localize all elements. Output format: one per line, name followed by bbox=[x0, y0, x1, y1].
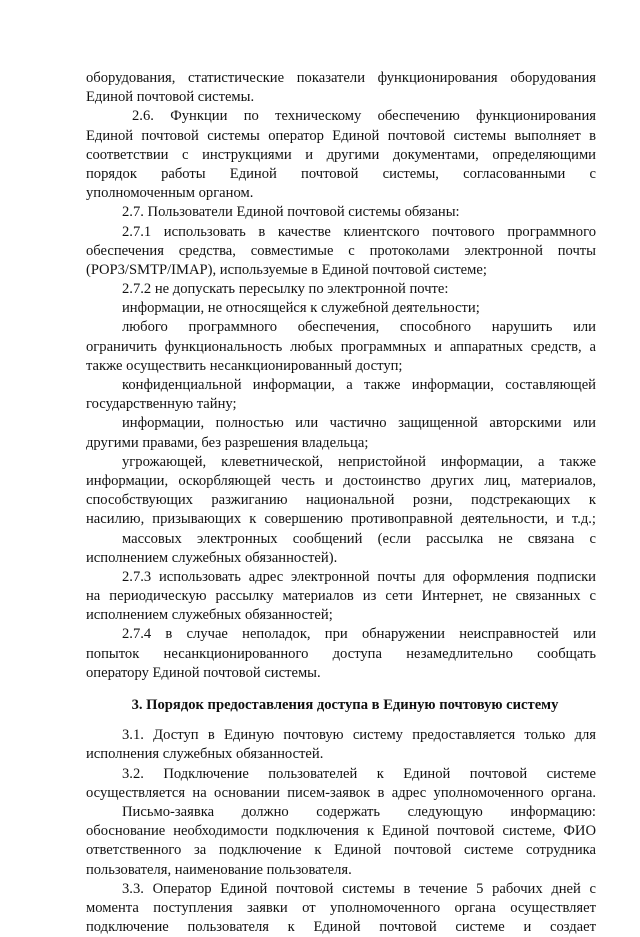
paragraph-2-7-3: 2.7.3 использовать адрес электронной почты для оформления подписки bbox=[122, 568, 596, 585]
text-line: обеспечения средства, совместимые с протоколами электронной почты bbox=[86, 242, 596, 259]
list-item: информации, полностью или частично защищенной авторскими или bbox=[122, 415, 596, 432]
text-line: пользователя, наименование пользователя. bbox=[86, 861, 352, 878]
list-item: информации, не относящейся к служебной деятельности; bbox=[122, 300, 480, 317]
text-line: способствующих разжиганию национальной розни, подстрекающих к bbox=[86, 492, 596, 509]
text-line: оператору Единой почтовой системы. bbox=[86, 664, 321, 681]
text-line: также осуществить несанкционированный доступ; bbox=[86, 357, 403, 374]
list-item: угрожающей, клеветнической, непристойной информации, а также bbox=[122, 453, 596, 470]
text-line: подключение пользователя к Единой почтовой системе и создает bbox=[86, 919, 596, 936]
text-line: обоснование необходимости подключения к Единой почтовой системе, ФИО bbox=[86, 823, 596, 840]
text-line: насилию, призывающих к совершению противоправной деятельности, и т.д.; bbox=[86, 511, 596, 528]
paragraph-2-7: 2.7. Пользователи Единой почтовой системы обязаны: bbox=[122, 204, 460, 221]
text-line: Единой почтовой системы оператор Единой почтовой системы выполняет в bbox=[86, 127, 596, 144]
text-line: исполнением служебных обязанностей). bbox=[86, 549, 338, 566]
paragraph-3-3: 3.3. Оператор Единой почтовой системы в течение 5 рабочих дней с bbox=[122, 880, 596, 897]
text-line: оборудования, статистические показатели функционирования оборудования bbox=[86, 70, 596, 86]
text-line: порядок работы Единой почтовой системы, согласованными с bbox=[86, 165, 596, 182]
section-heading: 3. Порядок предоставления доступа в Единую почтовую систему bbox=[131, 697, 559, 713]
text-line: попыток несанкционированного доступа незамедлительно сообщать bbox=[86, 645, 596, 662]
text-line: информации, оскорбляющей честь и достоинство других лиц, материалов, bbox=[86, 472, 596, 489]
text-line: уполномоченным органом. bbox=[86, 185, 254, 202]
paragraph-3-1: 3.1. Доступ в Единую почтовую систему предоставляется только для bbox=[122, 727, 596, 744]
text-line: (POP3/SMTP/IMAP), используемые в Единой почтовой системе; bbox=[86, 261, 487, 278]
text-line: ответственного за подключение к Единой почтовой системе сотрудника bbox=[86, 842, 596, 859]
text-line: ограничить функциональность любых программных и аппаратных средств, а bbox=[86, 338, 596, 355]
text-line: на периодическую рассылку материалов из сети Интернет, не связанных с bbox=[86, 588, 596, 605]
paragraph-3-2: 3.2. Подключение пользователей к Единой почтовой системе bbox=[122, 765, 596, 782]
paragraph-2-7-4: 2.7.4 в случае неполадок, при обнаружении неисправностей или bbox=[122, 626, 596, 643]
paragraph-2-6: 2.6. Функции по техническому обеспечению функционирования bbox=[132, 108, 596, 125]
text-line: исполнением служебных обязанностей; bbox=[86, 607, 333, 624]
list-item: конфиденциальной информации, а также информации, составляющей bbox=[122, 377, 596, 393]
text-line: исполнения служебных обязанностей. bbox=[86, 746, 324, 763]
list-item: массовых электронных сообщений (если рассылка не связана с bbox=[122, 530, 596, 547]
paragraph-2-7-2: 2.7.2 не допускать пересылку по электронной почте: bbox=[122, 281, 449, 298]
paragraph-2-7-1: 2.7.1 использовать в качестве клиентского почтового программного bbox=[122, 223, 596, 240]
text-line: осуществляется на основании писем-заявок в адрес уполномоченного органа. bbox=[86, 784, 596, 801]
list-item: любого программного обеспечения, способного нарушить или bbox=[122, 319, 596, 336]
text-line: момента поступления заявки от уполномоченного органа осуществляет bbox=[86, 899, 596, 916]
text-line: соответствии с инструкциями и другими документами, определяющими bbox=[86, 146, 596, 163]
text-line: государственную тайну; bbox=[86, 396, 237, 413]
text-line: Единой почтовой системы. bbox=[86, 89, 255, 106]
paragraph-request: Письмо-заявка должно содержать следующую информацию: bbox=[122, 803, 596, 820]
text-line: другими правами, без разрешения владельца; bbox=[86, 434, 369, 451]
